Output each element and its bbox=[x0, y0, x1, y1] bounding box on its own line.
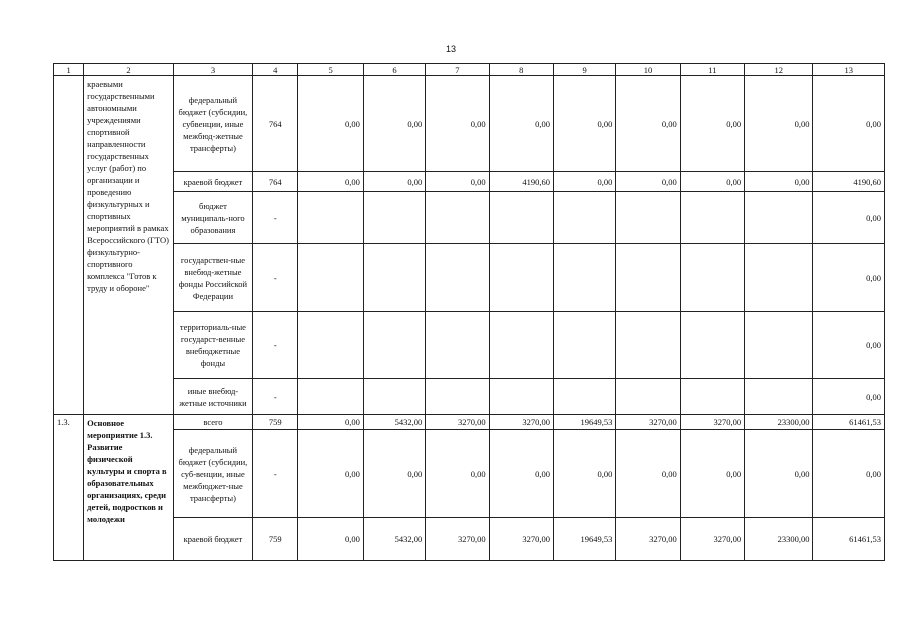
value-cell: 61461,53 bbox=[813, 518, 885, 561]
header-cell: 3 bbox=[173, 64, 252, 76]
value-cell: 0,00 bbox=[298, 430, 363, 518]
value-cell bbox=[426, 244, 489, 312]
value-cell: 0,00 bbox=[745, 430, 813, 518]
value-cell: 3270,00 bbox=[616, 518, 680, 561]
value-cell: 5432,00 bbox=[363, 518, 425, 561]
funding-source: федеральный бюджет (субсидии, субвенции, иные межбюд-жетные трансферты) bbox=[173, 76, 252, 172]
value-cell bbox=[489, 312, 553, 379]
value-cell: 5432,00 bbox=[363, 415, 425, 430]
value-cell bbox=[745, 379, 813, 415]
value-cell: 0,00 bbox=[680, 76, 744, 172]
value-cell: 3270,00 bbox=[489, 518, 553, 561]
value-cell bbox=[680, 379, 744, 415]
value-cell: 0,00 bbox=[745, 76, 813, 172]
value-cell: 3270,00 bbox=[680, 518, 744, 561]
value-cell bbox=[553, 244, 615, 312]
value-cell bbox=[298, 379, 363, 415]
value-cell bbox=[680, 312, 744, 379]
value-cell: 0,00 bbox=[553, 172, 615, 192]
value-cell: 0,00 bbox=[813, 312, 885, 379]
header-cell: 8 bbox=[489, 64, 553, 76]
value-cell: 3270,00 bbox=[426, 518, 489, 561]
value-cell bbox=[363, 312, 425, 379]
header-cell: 13 bbox=[813, 64, 885, 76]
value-cell bbox=[426, 379, 489, 415]
value-cell: 0,00 bbox=[298, 76, 363, 172]
value-cell: 0,00 bbox=[363, 430, 425, 518]
header-cell: 6 bbox=[363, 64, 425, 76]
funding-source: территориаль-ные государст-венные внебюджетные фонды bbox=[173, 312, 252, 379]
code-cell: - bbox=[253, 192, 298, 244]
value-cell: 0,00 bbox=[298, 415, 363, 430]
value-cell: 4190,60 bbox=[489, 172, 553, 192]
value-cell: 0,00 bbox=[813, 379, 885, 415]
value-cell bbox=[298, 312, 363, 379]
funding-source: федеральный бюджет (субсидии, суб-венции, иные межбюджет-ные трансферты) bbox=[173, 430, 252, 518]
header-cell: 2 bbox=[84, 64, 174, 76]
section-b bbox=[54, 415, 885, 561]
table-row bbox=[54, 192, 885, 244]
value-cell: 0,00 bbox=[426, 430, 489, 518]
value-cell: 4190,60 bbox=[813, 172, 885, 192]
value-cell: 0,00 bbox=[553, 430, 615, 518]
row-index bbox=[54, 76, 84, 415]
value-cell: 0,00 bbox=[298, 518, 363, 561]
value-cell bbox=[680, 192, 744, 244]
value-cell bbox=[363, 379, 425, 415]
value-cell bbox=[489, 379, 553, 415]
table-row bbox=[54, 172, 885, 192]
value-cell: 0,00 bbox=[745, 172, 813, 192]
code-cell: - bbox=[253, 430, 298, 518]
section-a bbox=[54, 76, 885, 415]
funding-source: краевой бюджет bbox=[173, 172, 252, 192]
value-cell: 61461,53 bbox=[813, 415, 885, 430]
value-cell: 0,00 bbox=[616, 430, 680, 518]
page-number: 13 bbox=[446, 44, 457, 54]
code-cell: 764 bbox=[253, 76, 298, 172]
value-cell: 0,00 bbox=[553, 76, 615, 172]
value-cell: 0,00 bbox=[426, 172, 489, 192]
funding-source: бюджет муниципаль-ного образования bbox=[173, 192, 252, 244]
value-cell bbox=[616, 244, 680, 312]
header-cell: 10 bbox=[616, 64, 680, 76]
value-cell bbox=[745, 192, 813, 244]
table-row bbox=[54, 76, 885, 172]
value-cell: 0,00 bbox=[813, 192, 885, 244]
value-cell: 3270,00 bbox=[680, 415, 744, 430]
value-cell: 0,00 bbox=[680, 172, 744, 192]
funding-source: государствен-ные внебюд-жетные фонды Российской Федерации bbox=[173, 244, 252, 312]
value-cell: 0,00 bbox=[489, 430, 553, 518]
header-row bbox=[54, 64, 885, 76]
value-cell bbox=[363, 244, 425, 312]
header-cell: 4 bbox=[253, 64, 298, 76]
value-cell bbox=[298, 192, 363, 244]
header-cell: 9 bbox=[553, 64, 615, 76]
table-row bbox=[54, 312, 885, 379]
value-cell: 0,00 bbox=[616, 172, 680, 192]
value-cell bbox=[616, 312, 680, 379]
value-cell bbox=[553, 192, 615, 244]
value-cell bbox=[489, 192, 553, 244]
value-cell bbox=[745, 244, 813, 312]
value-cell bbox=[680, 244, 744, 312]
value-cell: 0,00 bbox=[813, 76, 885, 172]
value-cell: 0,00 bbox=[813, 430, 885, 518]
value-cell bbox=[489, 244, 553, 312]
code-cell: - bbox=[253, 379, 298, 415]
value-cell bbox=[553, 312, 615, 379]
value-cell: 23300,00 bbox=[745, 415, 813, 430]
measure-description: краевыми государственными автономными учреждениями спортивной направленности государственных услуг (работ) по организации и проведению физкультурных и спортивных мероприятий в рамках Всероссийского (ГТО) физкультурно-спортивного комплекса "Готов к труду и обороне" bbox=[84, 76, 174, 415]
value-cell bbox=[553, 379, 615, 415]
value-cell: 0,00 bbox=[680, 430, 744, 518]
value-cell: 0,00 bbox=[813, 244, 885, 312]
value-cell bbox=[363, 192, 425, 244]
value-cell: 3270,00 bbox=[489, 415, 553, 430]
table-row bbox=[54, 244, 885, 312]
header-cell: 1 bbox=[54, 64, 84, 76]
funding-source: всего bbox=[173, 415, 252, 430]
code-cell: - bbox=[253, 312, 298, 379]
code-cell: - bbox=[253, 244, 298, 312]
value-cell: 0,00 bbox=[363, 76, 425, 172]
value-cell bbox=[616, 379, 680, 415]
value-cell: 19649,53 bbox=[553, 518, 615, 561]
table-row bbox=[54, 379, 885, 415]
measure-description: Основное мероприятие 1.3. Развитие физической культуры и спорта в образовательных организациях, среди детей, подростков и молодежи bbox=[84, 415, 174, 561]
code-cell: 759 bbox=[253, 518, 298, 561]
table-row bbox=[54, 518, 885, 561]
row-index: 1.3. bbox=[54, 415, 84, 561]
value-cell bbox=[298, 244, 363, 312]
value-cell: 0,00 bbox=[363, 172, 425, 192]
value-cell bbox=[426, 312, 489, 379]
value-cell: 0,00 bbox=[426, 76, 489, 172]
budget-table bbox=[53, 63, 885, 561]
funding-source: краевой бюджет bbox=[173, 518, 252, 561]
code-cell: 759 bbox=[253, 415, 298, 430]
value-cell: 3270,00 bbox=[616, 415, 680, 430]
funding-source: иные внебюд-жетные источники bbox=[173, 379, 252, 415]
value-cell: 0,00 bbox=[298, 172, 363, 192]
value-cell: 19649,53 bbox=[553, 415, 615, 430]
header-cell: 11 bbox=[680, 64, 744, 76]
value-cell: 23300,00 bbox=[745, 518, 813, 561]
value-cell bbox=[616, 192, 680, 244]
code-cell: 764 bbox=[253, 172, 298, 192]
value-cell bbox=[426, 192, 489, 244]
value-cell: 0,00 bbox=[489, 76, 553, 172]
header-cell: 5 bbox=[298, 64, 363, 76]
value-cell: 0,00 bbox=[616, 76, 680, 172]
table-row bbox=[54, 430, 885, 518]
header-cell: 12 bbox=[745, 64, 813, 76]
table-row bbox=[54, 415, 885, 430]
value-cell: 3270,00 bbox=[426, 415, 489, 430]
header-cell: 7 bbox=[426, 64, 489, 76]
value-cell bbox=[745, 312, 813, 379]
